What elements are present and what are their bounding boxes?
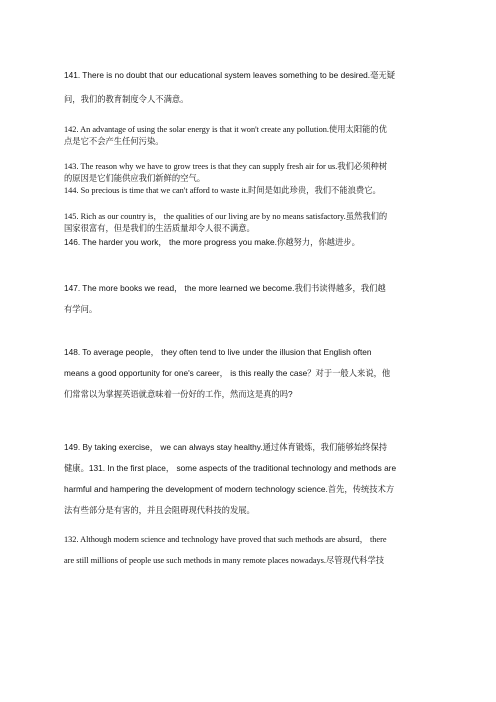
text-line: 149. By taking exercise， we can always stay healthy.通过体育锻炼，我们能够始终保持 bbox=[64, 442, 388, 452]
text-line: 的原因是它们能供应我们新鲜的空气。 bbox=[64, 174, 206, 183]
text-line: 142. An advantage of using the solar energy is that it won't create any pollution.使用太阳能的优 bbox=[64, 125, 388, 134]
text-line: 141. There is no doubt that our educational system leaves something to be desired.毫无疑 bbox=[64, 70, 395, 80]
text-line: 法有些部分是有害的，并且会阻碍现代科技的发展。 bbox=[64, 505, 255, 515]
text-line: 问，我们的教育制度令人不满意。 bbox=[64, 94, 189, 104]
text-line: 147. The more books we read， the more learned we become.我们书读得越多，我们越 bbox=[64, 283, 386, 293]
text-line: 们常常以为掌握英语就意味着一份好的工作，然而这是真的吗? bbox=[64, 389, 293, 399]
text-line: 132. Although modern science and technology have proved that such methods are absurd， there bbox=[64, 535, 387, 544]
text-line: 148. To average people， they often tend to live under the illusion that English often bbox=[64, 347, 372, 357]
text-line: 国家很富有，但是我们的生活质量却令人很不满意。 bbox=[64, 224, 255, 233]
text-line: 144. So precious is time that we can't afford to waste it.时间是如此珍贵，我们不能浪费它。 bbox=[64, 186, 381, 195]
text-line: 健康。131. In the first place， some aspects of the traditional technology and methods are bbox=[64, 463, 397, 473]
text-line: 有学问。 bbox=[64, 304, 98, 314]
text-line: 143. The reason why we have to grow trees is that they can supply fresh air for us.我们必须种树 bbox=[64, 162, 388, 171]
text-line: are still millions of people use such methods in many remote places nowadays.尽管现代科学技 bbox=[64, 556, 385, 565]
text-line: means a good opportunity for one's career， is this really the case？对于一般人来说，他 bbox=[64, 368, 391, 378]
text-line: harmful and hampering the development of modern technology science.首先，传统技术方 bbox=[64, 484, 395, 494]
text-line: 146. The harder you work， the more progress you make.你越努力，你越进步。 bbox=[64, 237, 360, 247]
text-line: 点是它不会产生任何污染。 bbox=[64, 137, 164, 146]
text-line: 145. Rich as our country is， the qualities of our living are by no means satisfactory.虽然我们的 bbox=[64, 212, 388, 221]
